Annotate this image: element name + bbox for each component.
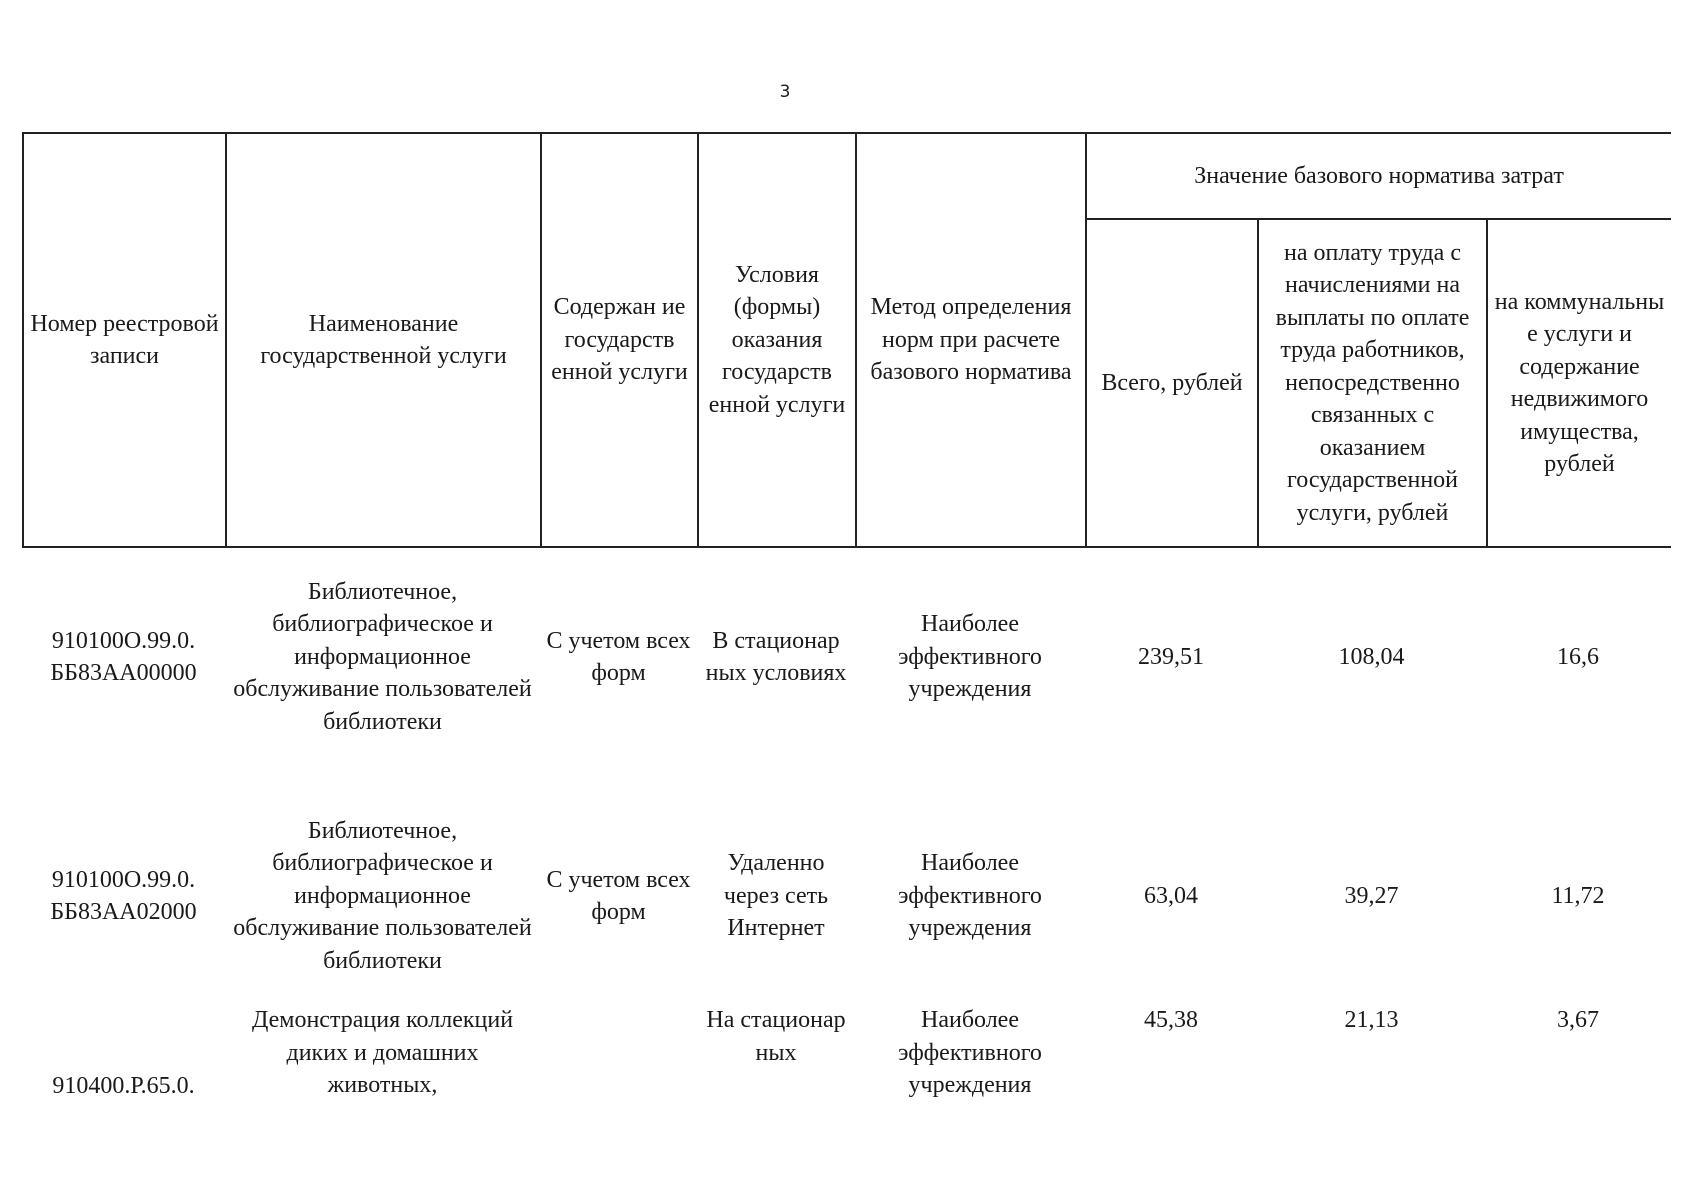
header-service-conditions: Условия (формы) оказания государств енной услуги (698, 133, 856, 547)
cell-total: 45,38 (1144, 1007, 1198, 1033)
cell-utilities: 11,72 (1551, 882, 1605, 909)
cell-service-name: Библиотечное, библиографическое и информационное обслуживание пользователей библиотеки (233, 578, 532, 735)
header-total: Всего, рублей (1086, 219, 1258, 547)
cell-registry-number: 910100О.99.0. ББ83АА00000 (50, 627, 197, 686)
cell-method: Наиболее эффективного учреждения (898, 1007, 1042, 1098)
table-row (22, 797, 1670, 995)
cell-service-name: Демонстрация коллекций диких и домашних животных, (251, 1007, 514, 1098)
cell-service-name: Библиотечное, библиографическое и информационное обслуживание пользователей библиотеки (233, 817, 532, 974)
cell-service-conditions: В стационар ных условиях (705, 627, 847, 686)
cell-utilities: 16,6 (1557, 643, 1599, 670)
cell-method: Наиболее эффективного учреждения (898, 850, 1042, 942)
cell-service-content: С учетом всех форм (546, 627, 691, 686)
header-service-name: Наименование государственной услуги (226, 133, 541, 547)
cell-labor: 39,27 (1344, 882, 1399, 909)
cell-total: 63,04 (1144, 882, 1198, 909)
header-service-content: Содержан ие государств енной услуги (541, 133, 698, 547)
table-row (22, 558, 1670, 756)
table-row (22, 1004, 1670, 1124)
cell-registry-number: 910100О.99.0. ББ83АА02000 (50, 866, 197, 925)
cell-service-content: С учетом всех форм (546, 866, 691, 925)
header-utilities: на коммунальны е услуги и содержание недвижимого имущества, рублей (1487, 219, 1671, 547)
page-number: 3 (779, 82, 791, 102)
cell-labor: 21,13 (1344, 1007, 1399, 1033)
cell-total: 239,51 (1138, 643, 1204, 670)
cell-service-conditions: На стационар ных (706, 1007, 846, 1066)
cell-utilities: 3,67 (1557, 1007, 1599, 1033)
header-cost-group: Значение базового норматива затрат (1086, 133, 1671, 219)
cell-registry-number: 910400.Р.65.0. (52, 1073, 195, 1099)
cell-method: Наиболее эффективного учреждения (898, 611, 1042, 703)
header-labor: на оплату труда с начислениями на выплаты по оплате труда работников, непосредственно связанных с оказанием государственной услуги, рублей (1258, 219, 1487, 547)
cell-labor: 108,04 (1338, 643, 1405, 670)
header-method: Метод определения норм при расчете базового норматива (856, 133, 1086, 547)
header-registry-number: Номер реестровой записи (23, 133, 226, 547)
cost-table-header (22, 132, 1671, 548)
cell-service-conditions: Удаленно через сеть Интернет (723, 850, 829, 942)
